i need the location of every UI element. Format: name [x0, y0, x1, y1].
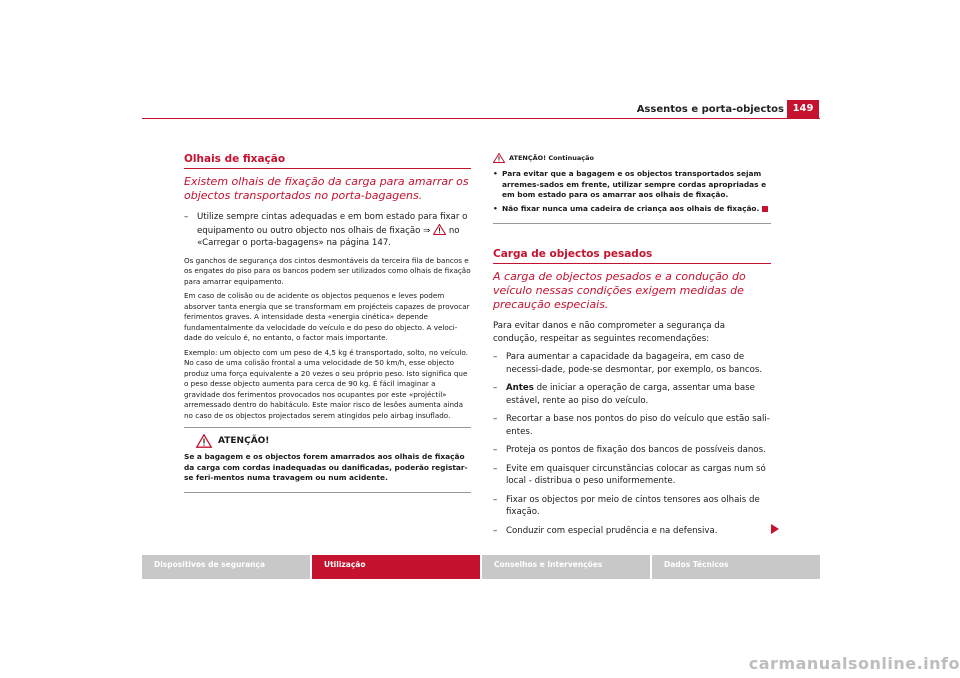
- section-title-carga: Carga de objectos pesados: [493, 248, 771, 264]
- warning-title: ATENÇÃO!: [218, 436, 270, 446]
- list-item: [493, 463, 771, 488]
- warning-bullet-text: Para evitar que a bagagem e os objectos transportados sejam arremes-sados em frente, utilizar sempre cordas apropriadas e em bom estado para os amarrar aos olhais de fixação.: [502, 169, 767, 199]
- section-lead-carga: A carga de objectos pesados e a condução do veículo nessas condições exigem medidas de precaução especiais.: [493, 270, 746, 311]
- list-item: [493, 494, 771, 519]
- warning-text: Se a bagagem e os objectos forem amarrados aos olhais de fixação da carga com cordas inadequadas ou danificadas, poderão registar-se feri-mentos numa travagem ou num acidente.: [184, 452, 468, 482]
- paragraph: Os ganchos de segurança dos cintos desmontáveis da terceira fila de bancos e os engates do piso para os bancos podem ser utilizados como olhais de fixação para amarrar equipamento.: [184, 255, 471, 286]
- bullet-dash: –: [493, 383, 498, 393]
- right-column: [493, 153, 771, 543]
- bullet-text-after: no «Carregar o porta-bagagens» na página 147.: [197, 225, 460, 248]
- bullet-text: Para aumentar a capacidade da bagageira, em caso de necessi-dade, pode-se desmontar, por exemplo, os bancos.: [506, 352, 763, 375]
- section-lead-olhais: Existem olhais de fixação da carga para amarrar os objectos transportados no porta-bagagens.: [184, 175, 469, 202]
- warning-box: [184, 427, 471, 493]
- bullet-dash: –: [493, 525, 498, 536]
- bullet-dash: –: [184, 212, 189, 222]
- warning-continuation-header: [493, 153, 771, 163]
- bullet-text: Evite em quaisquer circunstâncias colocar as cargas num só local - distribua o peso uniformemente.: [506, 463, 766, 486]
- bullet-text: Proteja os pontos de fixação dos bancos de possíveis danos.: [506, 445, 766, 455]
- watermark: carmanualsonline.info: [748, 654, 960, 673]
- intro-paragraph: Para evitar danos e não comprometer a segurança da condução, respeitar as seguintes recomendações:: [493, 321, 725, 344]
- page-number: 149: [787, 100, 819, 118]
- warning-header: [184, 434, 471, 448]
- warning-triangle-icon[interactable]: [433, 224, 446, 235]
- paragraph: Em caso de colisão ou de acidente os objectos pequenos e leves podem absorver tanta energia que se transformam em projécteis capazes de provocar ferimentos graves. A intensidade desta «energia cinética» depende fundamentalmente da velocidade do veículo e do peso do objecto. A veloci-dade do veículo é, no entanto, o factor mais importante.: [184, 291, 470, 342]
- warning-triangle-icon: [196, 434, 212, 448]
- warning-triangle-icon: [493, 153, 505, 163]
- list-item: [493, 169, 771, 201]
- bullet-text: de iniciar a operação de carga, assentar uma base estável, rente ao piso do veículo.: [506, 383, 755, 406]
- bullet-text: Recortar a base nos pontos do piso do veículo que estão sali-entes.: [506, 414, 770, 437]
- list-item: [493, 204, 771, 215]
- left-column: [184, 153, 471, 493]
- tab-conselhos-intervencoes[interactable]: Conselhos e Intervenções: [482, 555, 652, 579]
- list-item: [493, 444, 771, 457]
- next-page-arrow-icon[interactable]: [771, 524, 779, 534]
- bullet-text: Conduzir com especial prudência e na defensiva.: [506, 525, 718, 536]
- end-mark: [762, 206, 768, 212]
- list-item: [493, 525, 771, 538]
- paragraph: Exemplo: um objecto com um peso de 4,5 kg é transportado, solto, no veículo. No caso de uma colisão frontal a uma velocidade de 50 km/h, esse objecto produz uma força equivalente a 20 vezes o seu próprio peso. Isto significa que o peso desse objecto aumenta para cerca de 90 kg. É fácil imaginar a gravidade dos ferimentos provocados nos ocupantes por este «projéctil» arremessado dentro do habitáculo. Este maior risco de lesões aumenta ainda no caso de os objectos projectados serem atingidos pelo airbag insuflado.: [184, 347, 468, 420]
- footer-nav: [142, 555, 820, 579]
- warning-bullet-text: Não fixar nunca uma cadeira de criança aos olhais de fixação.: [502, 203, 760, 213]
- bullet-text: Fixar os objectos por meio de cintos tensores aos olhais de fixação.: [506, 494, 760, 517]
- tab-dispositivos-seguranca[interactable]: Dispositivos de segurança: [142, 555, 312, 579]
- bullet-dash: –: [493, 445, 498, 455]
- bullet-dash: –: [493, 463, 498, 474]
- bold-word: Antes: [506, 383, 534, 393]
- warning-continuation-title: ATENÇÃO! Continuação: [509, 154, 594, 162]
- bullet-dash: –: [493, 494, 498, 505]
- tab-dados-tecnicos[interactable]: Dados Técnicos: [652, 555, 820, 579]
- bullet-dot: •: [493, 203, 498, 213]
- list-item: [493, 413, 771, 438]
- section-title-olhais: Olhais de fixação: [184, 153, 471, 169]
- header-rule: [142, 118, 820, 119]
- tab-utilizacao[interactable]: Utilização: [312, 555, 482, 579]
- bullet-dash: –: [493, 352, 498, 362]
- warning-continuation-box: [493, 153, 771, 224]
- list-item: [184, 211, 471, 250]
- list-item: [493, 351, 771, 376]
- page-header-title: Assentos e porta-objectos: [636, 104, 784, 115]
- bullet-dash: –: [493, 414, 498, 424]
- bullet-dot: •: [493, 169, 498, 178]
- list-item: [493, 382, 771, 407]
- bullet-text-before: Utilize sempre cintas adequadas e em bom estado para fixar o equipamento ou outro objecto nos olhais de fixação ⇒: [197, 212, 468, 236]
